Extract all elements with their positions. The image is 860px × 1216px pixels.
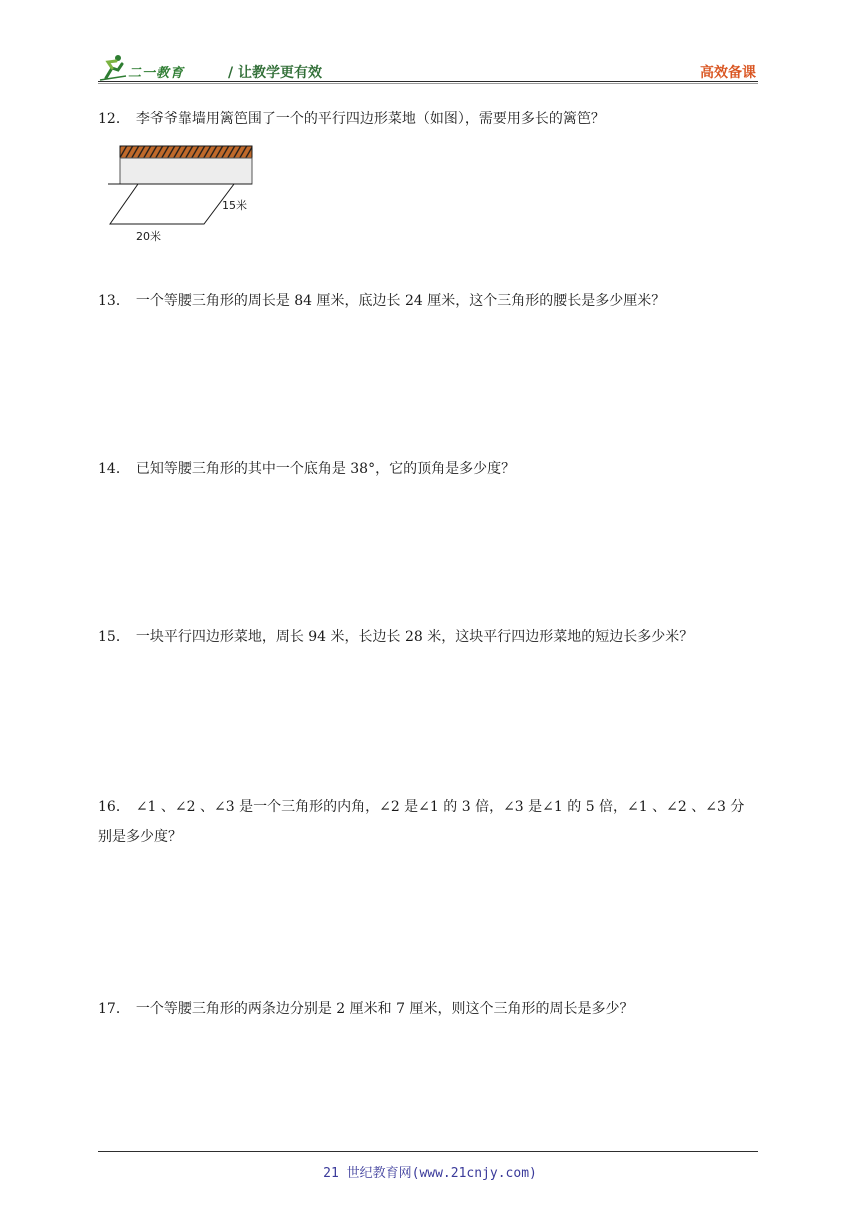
question-text: 一个等腰三角形的两条边分别是 2 厘米和 7 厘米，则这个三角形的周长是多少？ (135, 1001, 634, 1017)
question-number: 13． (98, 293, 130, 309)
base-label: 20米 (136, 230, 161, 243)
question-17 (98, 994, 758, 1024)
side-label: 15米 (222, 199, 247, 212)
question-15 (98, 622, 758, 652)
question-number: 15． (98, 629, 130, 645)
header-slogan: / 让教学更有效 (228, 65, 322, 81)
question-12 (98, 104, 758, 134)
question-text: 一块平行四边形菜地，周长 94 米，长边长 28 米，这块平行四边形菜地的短边长多少米？ (135, 629, 694, 645)
question-number: 14． (98, 461, 130, 477)
footer-divider (98, 1151, 758, 1152)
question-number: 16． (98, 799, 130, 815)
question-13 (98, 286, 758, 316)
footer-text: 21 世纪教育网(www.21cnjy.com) (323, 1166, 537, 1181)
question-number: 12． (98, 111, 130, 127)
page-header (98, 52, 758, 82)
header-divider (98, 81, 758, 82)
runner-logo-icon (98, 52, 128, 82)
question-text: 一个等腰三角形的周长是 84 厘米，底边长 24 厘米，这个三角形的腰长是多少厘米？ (135, 293, 666, 309)
question-16 (98, 792, 758, 852)
logo-text: 二一教育 (128, 66, 185, 81)
parallelogram-field (110, 184, 234, 224)
parallelogram-figure (108, 142, 258, 246)
header-brand: 高效备课 (700, 65, 756, 81)
logo (98, 52, 208, 82)
question-text: 已知等腰三角形的其中一个底角是 38°，它的顶角是多少度？ (135, 461, 516, 477)
header-divider-thin (98, 83, 758, 84)
wall-hatch (120, 146, 252, 158)
question-text: ∠1 、∠2 、∠3 是一个三角形的内角，∠2 是∠1 的 3 倍，∠3 是∠1 的 5 倍，∠1 、∠2 、∠3 分别是多少度？ (98, 799, 745, 845)
wall-body (120, 158, 252, 184)
question-text: 李爷爷靠墙用篱笆围了一个的平行四边形菜地（如图），需要用多长的篱笆？ (135, 111, 605, 127)
question-14 (98, 454, 758, 484)
question-number: 17． (98, 1001, 130, 1017)
